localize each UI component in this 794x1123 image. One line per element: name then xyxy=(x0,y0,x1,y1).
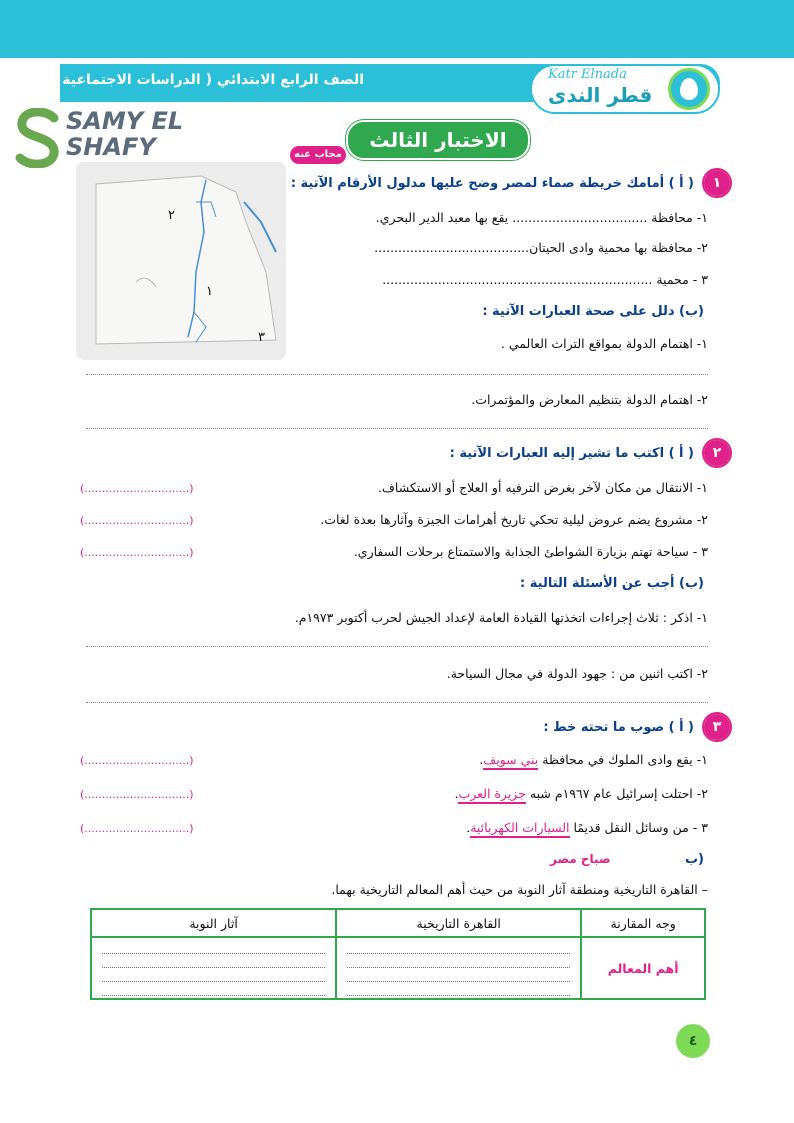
q3-number: ٣ xyxy=(704,714,730,740)
page-number: ٤ xyxy=(676,1024,710,1058)
q2-part-a-header: ( أ ) اكتب ما تشير إليه العبارات الآتية : xyxy=(449,446,694,461)
q1-number: ١ xyxy=(704,170,730,196)
q2-b-item-2: ٢- اكتب اثنين من : جهود الدولة في مجال السياحة. xyxy=(446,666,708,681)
egypt-blank-map xyxy=(76,162,286,360)
q2-answer-3[interactable]: (..............................) xyxy=(80,546,194,559)
q3-answer-2[interactable]: (..............................) xyxy=(80,788,194,801)
q3-item-1 xyxy=(479,752,708,767)
cairo-answer-cell[interactable] xyxy=(336,937,581,999)
table-header-nubia: آثار النوبة xyxy=(91,909,336,937)
drop-inner-icon xyxy=(680,78,698,100)
q2-number: ٢ xyxy=(704,440,730,466)
answer-line[interactable] xyxy=(86,374,708,375)
q2-item-1: ١- الانتقال من مكان لآخر بغرض الترفيه أو العلاج أو الاستكشاف. xyxy=(378,480,708,495)
q2-answer-2[interactable]: (..............................) xyxy=(80,514,194,527)
q1-item-1: ١- محافظة .................................. يقع بها معبد الدير البحري. xyxy=(375,210,708,225)
answered-badge: مجاب عنه xyxy=(290,146,346,164)
answer-line[interactable] xyxy=(86,702,708,703)
q1-part-a-header: ( أ ) أمامك خريطة صماء لمصر وضح عليها مدلول الأرقام الآتية : xyxy=(290,176,694,191)
grade-subject-header: الصف الرابع الابتدائي ( الدراسات الاجتماعية ) xyxy=(51,72,364,88)
brand-name-ar: قطر الندى xyxy=(548,83,653,107)
comparison-table xyxy=(90,908,706,1000)
q2-item-3: ٣ - سياحة تهتم بزيارة الشواطئ الجذابة والاستمتاع برحلات السفاري. xyxy=(353,544,708,559)
brand-name-en: Katr Elnada xyxy=(548,67,627,82)
egypt-map-icon xyxy=(76,162,286,360)
table-header-cairo: القاهرة التاريخية xyxy=(336,909,581,937)
q3-item-3 xyxy=(466,820,708,835)
q3-part-a-header: ( أ ) صوب ما تحته خط : xyxy=(543,720,694,735)
q1-item-2: ٢- محافظة بها محمية وادى الحيتان....................................... xyxy=(374,240,708,255)
q3-item-2 xyxy=(454,786,708,801)
q3-item-3-underlined: السيارات الكهربائية xyxy=(470,820,569,838)
top-band xyxy=(0,0,794,58)
news-watermark: صباح مصر xyxy=(550,852,611,866)
q2-answer-1[interactable]: (..............................) xyxy=(80,482,194,495)
table-header-row xyxy=(91,909,705,937)
table-row-label: أهم المعالم xyxy=(581,937,705,999)
answer-line[interactable] xyxy=(86,428,708,429)
q3-part-b-text: – القاهرة التاريخية ومنطقة آثار النوبة من حيث أهم المعالم التاريخية بهما. xyxy=(331,882,708,897)
q3-item-1-after: . xyxy=(479,752,484,767)
q1-b-item-1: ١- اهتمام الدولة بمواقع التراث العالمي . xyxy=(500,336,708,351)
watermark-line1: SAMY EL xyxy=(66,107,184,135)
q3-part-b-label: (ب xyxy=(684,852,704,867)
q1-part-b-header: (ب) دلل على صحة العبارات الآتية : xyxy=(482,304,704,319)
samy-el-shafy-watermark xyxy=(66,108,183,160)
page-title: الاختبار الثالث xyxy=(369,128,507,152)
map-label-3: ٣ xyxy=(258,330,265,345)
q3-item-3-after: . xyxy=(466,820,471,835)
watermark-line2: SHAFY xyxy=(66,133,156,161)
q3-answer-3[interactable]: (..............................) xyxy=(80,822,194,835)
table-header-aspect: وجه المقارنة xyxy=(581,909,705,937)
q3-item-1-before: ١- يقع وادى الملوك في محافظة xyxy=(538,752,708,767)
q2-item-2: ٢- مشروع يضم عروض ليلية تحكي تاريخ أهرامات الجيزة وآثارها بعدة لغات. xyxy=(320,512,708,527)
q3-item-1-underlined: بني سويف xyxy=(483,752,538,770)
q3-item-2-before: ٢- احتلت إسرائيل عام ١٩٦٧م شبه xyxy=(525,786,708,801)
map-label-2: ٢ xyxy=(168,208,175,223)
nubia-answer-cell[interactable] xyxy=(91,937,336,999)
table-row xyxy=(91,937,705,999)
q1-b-item-2: ٢- اهتمام الدولة بتنظيم المعارض والمؤتمرات. xyxy=(471,392,708,407)
q2-b-item-1: ١- اذكر : ثلاث إجراءات اتخذتها القيادة العامة لإعداد الجيش لحرب أكتوبر ١٩٧٣م. xyxy=(294,610,708,625)
q1-item-3: ٣ - محمية .................................................................... xyxy=(382,272,708,287)
q3-answer-1[interactable]: (..............................) xyxy=(80,754,194,767)
q2-part-b-header: (ب) أجب عن الأسئلة التالية : xyxy=(520,576,704,591)
map-label-1: ١ xyxy=(206,284,213,299)
s-letter-logo-icon xyxy=(14,108,62,168)
answer-line[interactable] xyxy=(86,646,708,647)
q3-item-2-after: . xyxy=(454,786,459,801)
q3-item-3-before: ٣ - من وسائل النقل قديمًا xyxy=(569,820,708,835)
q3-item-2-underlined: جزيرة العرب xyxy=(458,786,526,804)
